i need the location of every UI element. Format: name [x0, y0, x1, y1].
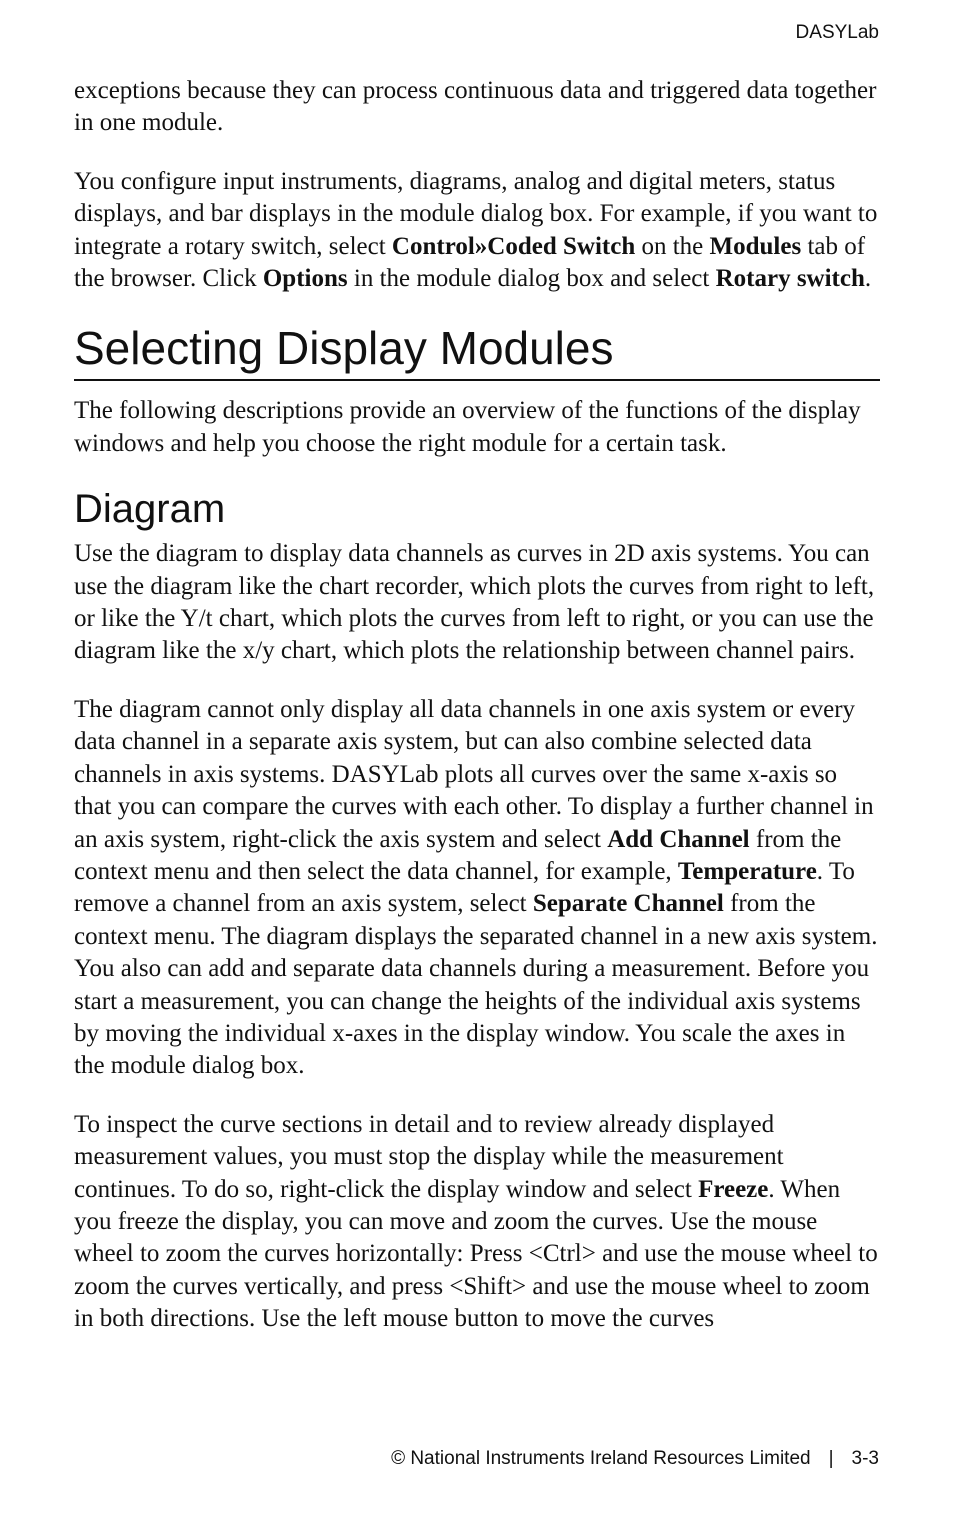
diagram-paragraph-3: [74, 1109, 880, 1336]
channel-name-temperature: Temperature: [677, 857, 817, 885]
diagram-paragraph-2: [74, 694, 880, 1083]
text-run: from the context menu and then select the data channel, for example,: [74, 825, 842, 885]
tab-name-modules: Modules: [709, 232, 802, 260]
footer-separator: |: [828, 1448, 834, 1469]
page-content: [74, 75, 880, 1362]
page-footer: [391, 1448, 879, 1470]
text-run: You configure input instruments, diagrams, analog and digital meters, status displays, and bar displays in the module dialog box. For example, if you want to integrate a rotary switch, select: [74, 167, 878, 260]
section-paragraph-1: The following descriptions provide an overview of the functions of the display windows and help you choose the right module for a certain task.: [74, 397, 861, 457]
text-run: To inspect the curve sections in detail and to review already displayed measurement values, you must stop the display while the measurement continues. To do so, right-click the display window and select: [74, 1110, 784, 1203]
page-number: 3-3: [851, 1448, 879, 1469]
section-heading: Selecting Display Modules: [74, 321, 880, 381]
copyright-text: © National Instruments Ireland Resources Limited: [391, 1448, 811, 1469]
text-run: . When you freeze the display, you can move and zoom the curves. Use the mouse wheel to zoom the curves horizontally: Press <Ctrl> and use the mouse wheel to zoom the curves vertically, and press <Shift> and use the mouse wheel to zoom in both directions. Use the left mouse button to move the curves: [74, 1175, 878, 1333]
running-header: DASYLab: [795, 22, 879, 43]
intro-paragraph-2: [74, 166, 880, 296]
option-name-rotary-switch: Rotary switch: [715, 265, 865, 293]
subsection-heading-diagram: Diagram: [74, 487, 226, 532]
text-run: from the context menu. The diagram displays the separated channel in a new axis system. You also can add and separate data channels during a measurement. Before you start a measurement, you can change the heights of the individual axis systems by moving the individual x-axes in the display window. You scale the axes in the module dialog box.: [74, 890, 878, 1080]
text-run: .: [864, 265, 872, 293]
button-name-options: Options: [262, 265, 348, 293]
text-run: . To remove a channel from an axis system, select: [74, 857, 855, 918]
intro-paragraph-1: exceptions because they can process continuous data and triggered data together in one module.: [74, 77, 877, 137]
text-run: in the module dialog box and select: [347, 265, 716, 293]
text-run: on the: [635, 232, 710, 260]
command-freeze: Freeze: [698, 1175, 769, 1203]
menu-path-control-coded-switch: Control»Coded Switch: [391, 232, 636, 260]
text-run: tab of the browser. Click: [74, 232, 866, 293]
command-add-channel: Add Channel: [607, 825, 750, 853]
diagram-paragraph-1: Use the diagram to display data channels as curves in 2D axis systems. You can use the diagram like the chart recorder, which plots the curves from right to left, or like the Y/t chart, which plots the curves from left to right, or you can use the diagram like the x/y chart, which plots the relationship between channel pairs.: [74, 540, 875, 665]
text-run: The diagram cannot only display all data channels in one axis system or every data channel in a separate axis system, but can also combine selected data channels in axis systems. DASYLab plots all curves over the same x-axis so that you can compare the curves with each other. To display a further channel in an axis system, right-click the axis system and select: [74, 695, 874, 853]
command-separate-channel: Separate Channel: [532, 890, 724, 918]
